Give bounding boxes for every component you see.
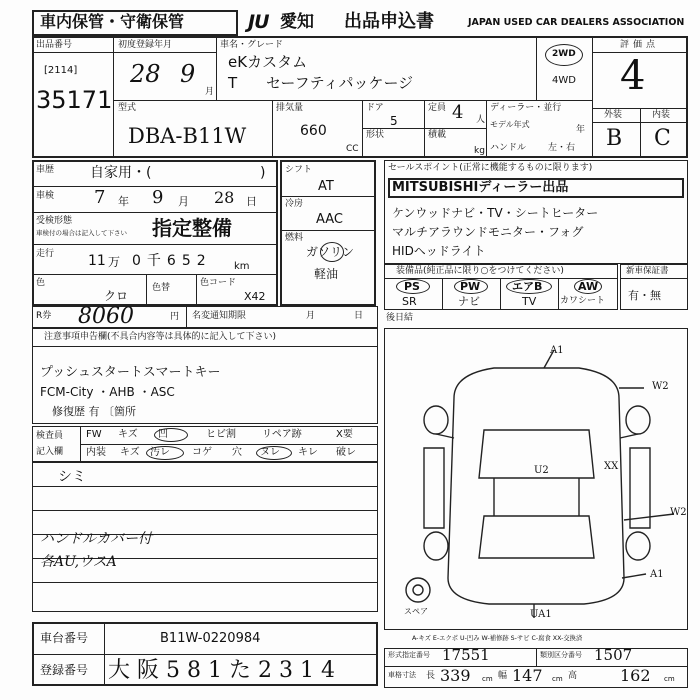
inspector-fw: FW	[86, 429, 102, 440]
inspector-row1-scratch: キズ	[118, 429, 138, 440]
aircon-label: 冷房	[285, 199, 304, 209]
length-unit: cm	[482, 675, 493, 683]
mark-xx: XX	[604, 461, 619, 472]
mileage-man-unit: 万	[108, 255, 121, 269]
sales-headline: MITSUBISHIディーラー出品	[392, 180, 569, 195]
mileage-unit: km	[234, 261, 250, 272]
mark-u2-center: U2	[534, 465, 549, 476]
rear-label: 後日結	[386, 313, 414, 323]
mark-w2-lower: W2	[670, 507, 687, 518]
notice-month: 月	[306, 311, 316, 321]
equip-pw: PW	[460, 280, 481, 293]
mark-w2-right: W2	[652, 381, 669, 392]
inspection-month: 9	[152, 187, 164, 208]
equip-leather: カワシート	[560, 296, 606, 306]
inspection-month-unit: 月	[178, 195, 189, 208]
load-unit: kg	[474, 146, 485, 156]
width-unit: cm	[552, 675, 563, 683]
registration-month: 9	[180, 60, 196, 88]
height-label: 高	[568, 671, 578, 681]
notice-day: 日	[354, 311, 364, 321]
model-code: DBA-B11W	[128, 124, 247, 148]
color-label: 色	[36, 278, 46, 288]
dealer-label: ディーラー・並行	[490, 103, 562, 113]
registration-month-unit: 月	[205, 87, 215, 97]
capacity-unit: 人	[476, 115, 486, 125]
history-close: )	[260, 165, 266, 181]
mileage-label: 走行	[36, 249, 55, 259]
chassis-value: B11W-0220984	[160, 631, 261, 646]
shape-label: 形状	[366, 130, 385, 140]
form-title: 出品申込書	[344, 11, 434, 32]
inspector-wet-circle	[256, 446, 292, 460]
notes-label: 注意事項申告欄(不具合内容等は具体的に記入して下さい)	[44, 332, 277, 342]
load-label: 積載	[428, 130, 447, 140]
color-change-label: 色替	[152, 283, 171, 293]
color-value: クロ	[104, 289, 129, 303]
score-overall: 4	[620, 53, 646, 99]
hand-note-1: シミ	[58, 469, 86, 485]
inspector-row2-tear: 破レ	[336, 447, 356, 458]
vehicle-name: eKカスタム	[228, 53, 308, 71]
inspector-row2-cut: キレ	[298, 447, 318, 458]
inspector-label-2: 記入欄	[36, 447, 64, 457]
chassis-label: 車台番号	[40, 631, 89, 645]
model-year-unit: 年	[576, 125, 586, 135]
length-label: 長	[426, 671, 436, 681]
doors: 5	[390, 114, 398, 128]
model-year-label: モデル年式	[490, 120, 530, 129]
width-label: 幅	[498, 671, 508, 681]
category-number: 1507	[594, 646, 633, 664]
color-code: X42	[244, 290, 266, 303]
notes-line-1: プッシュスタートスマートキー	[40, 365, 221, 380]
inspection-year: 7	[94, 187, 106, 208]
height-unit: cm	[664, 675, 675, 683]
plate-label: 登録番号	[40, 663, 89, 677]
model-label: 型式	[118, 103, 137, 113]
inspector-row1-repair: リペア跡	[262, 429, 302, 440]
score-int: C	[654, 126, 671, 151]
inspector-row2-burn: コゲ	[192, 447, 212, 458]
lot-label: 出品番号	[36, 40, 73, 50]
length: 339	[440, 666, 471, 685]
drive-2wd: 2WD	[552, 49, 576, 59]
mark-a1-top: A1	[550, 345, 564, 356]
ju-logo: JU	[248, 11, 269, 33]
warranty-value: 有・無	[628, 289, 661, 302]
storage-label: 車内保管・守衛保管	[40, 12, 185, 31]
inspector-dent-circle	[154, 428, 188, 442]
equip-navi: ナビ	[458, 295, 480, 308]
recycle-label: R券	[36, 311, 52, 321]
displacement-unit: CC	[346, 144, 359, 154]
model-number-label: 形式指定番号	[388, 651, 430, 659]
plate-value: 大阪581た2314	[108, 658, 342, 683]
notes-line-3: 修復歴 有 〔箇所	[52, 405, 136, 418]
score-label: 評価点	[620, 40, 660, 50]
fuel-value-2: 軽油	[314, 267, 339, 281]
reception-sub: 車検付の場合は記入して下さい	[36, 229, 127, 237]
equip-sr: SR	[402, 295, 417, 308]
displacement: 660	[300, 123, 327, 139]
hand-note-2: ハンドルカバー付	[40, 531, 152, 547]
equipment-label: 装備品(純正品に限り○をつけてください)	[396, 266, 564, 276]
mileage-digits: 0千652	[132, 253, 212, 269]
inspector-row1-crack: ヒビ割	[206, 429, 236, 440]
inspector-label-1: 検査員	[36, 431, 64, 441]
score-int-label: 内装	[652, 110, 671, 120]
model-number: 17551	[442, 646, 490, 664]
sales-label: セールスポイント(正常に機能するものに限ります)	[388, 163, 593, 173]
inspection-day: 28	[214, 188, 235, 207]
equip-ps: PS	[404, 280, 420, 293]
vehicle-name-label: 車名・グレード	[220, 40, 284, 50]
inspector-row2-stain: 汚レ	[150, 447, 170, 458]
mileage-man: 11	[88, 253, 106, 269]
car-diagram	[384, 328, 688, 630]
vehicle-grade: セーフティパッケージ	[266, 74, 414, 92]
recycle-value: 8060	[78, 304, 134, 329]
vehicle-grade-prefix: T	[228, 74, 238, 92]
mark-ua1: UA1	[530, 609, 552, 620]
equip-airbag: エアB	[512, 280, 543, 293]
notes-line-2: FCM-City ・AHB ・ASC	[40, 385, 175, 399]
score-ext-label: 外装	[604, 110, 623, 120]
history-value: 自家用・(	[90, 165, 152, 181]
registration-label: 初度登録年月	[118, 40, 173, 50]
inspector-row2-wet: ヌレ	[260, 447, 280, 458]
inspector-stain-circle	[146, 446, 184, 460]
reception-label: 受検形態	[36, 216, 73, 226]
displacement-label: 排気量	[276, 103, 304, 113]
association-name: JAPAN USED CAR DEALERS ASSOCIATION	[468, 17, 685, 28]
handle-label: ハンドル	[490, 143, 527, 153]
sales-line-3: HIDヘッドライト	[392, 244, 486, 258]
capacity-label: 定員	[428, 103, 447, 113]
aircon-value: AAC	[316, 212, 343, 227]
recycle-unit: 円	[170, 312, 180, 322]
shift-label: シフト	[285, 165, 313, 175]
equip-aw: AW	[578, 280, 599, 293]
height: 162	[620, 666, 651, 685]
lot-number: 35171	[36, 86, 113, 114]
lot-small-number: [2114]	[44, 65, 78, 76]
inspector-row1-xreq: X要	[336, 429, 353, 440]
score-ext: B	[606, 126, 623, 151]
sales-line-2: マルチアラウンドモニター・フォグ	[392, 225, 584, 239]
color-code-label: 色コード	[200, 278, 237, 288]
hand-note-3: 各AU,ウスA	[40, 554, 117, 570]
inspection-year-unit: 年	[118, 195, 129, 208]
drive-4wd: 4WD	[552, 75, 576, 86]
inspector-interior: 内装	[86, 447, 106, 458]
inspection-label: 車検	[36, 191, 55, 201]
damage-legend: A-キズ E-エクボ U-凹み W-補修跡 S-サビ C-腐食 XX-交換済	[412, 635, 583, 642]
inspector-row1-dent: 凹	[158, 429, 168, 440]
category-number-label: 類別区分番号	[540, 651, 582, 659]
logo-region: 愛知	[280, 12, 314, 32]
inspector-row2-hole: 穴	[232, 447, 242, 458]
reception-value: 指定整備	[152, 216, 232, 240]
doors-label: ドア	[366, 103, 384, 113]
warranty-label: 新車保証書	[626, 266, 669, 276]
fuel-value: ガソリン	[306, 245, 355, 259]
sales-line-1: ケンウッドナビ・TV・シートヒーター	[392, 206, 599, 220]
registration-year: 28	[130, 60, 161, 88]
history-label: 車歴	[36, 165, 55, 175]
equip-tv: TV	[522, 295, 537, 308]
shift-value: AT	[318, 179, 334, 194]
capacity: 4	[452, 102, 464, 123]
inspection-day-unit: 日	[246, 195, 257, 208]
inspector-row2-scratch: キズ	[120, 447, 140, 458]
handle-options: 左・右	[548, 143, 576, 153]
mark-a1-lower: A1	[650, 569, 664, 580]
spare-label: スペア	[404, 607, 428, 616]
fuel-label: 燃料	[285, 233, 304, 243]
notice-label: 名変通知期限	[192, 311, 247, 321]
width: 147	[512, 666, 543, 685]
rank-label: 車格寸法	[388, 671, 416, 679]
